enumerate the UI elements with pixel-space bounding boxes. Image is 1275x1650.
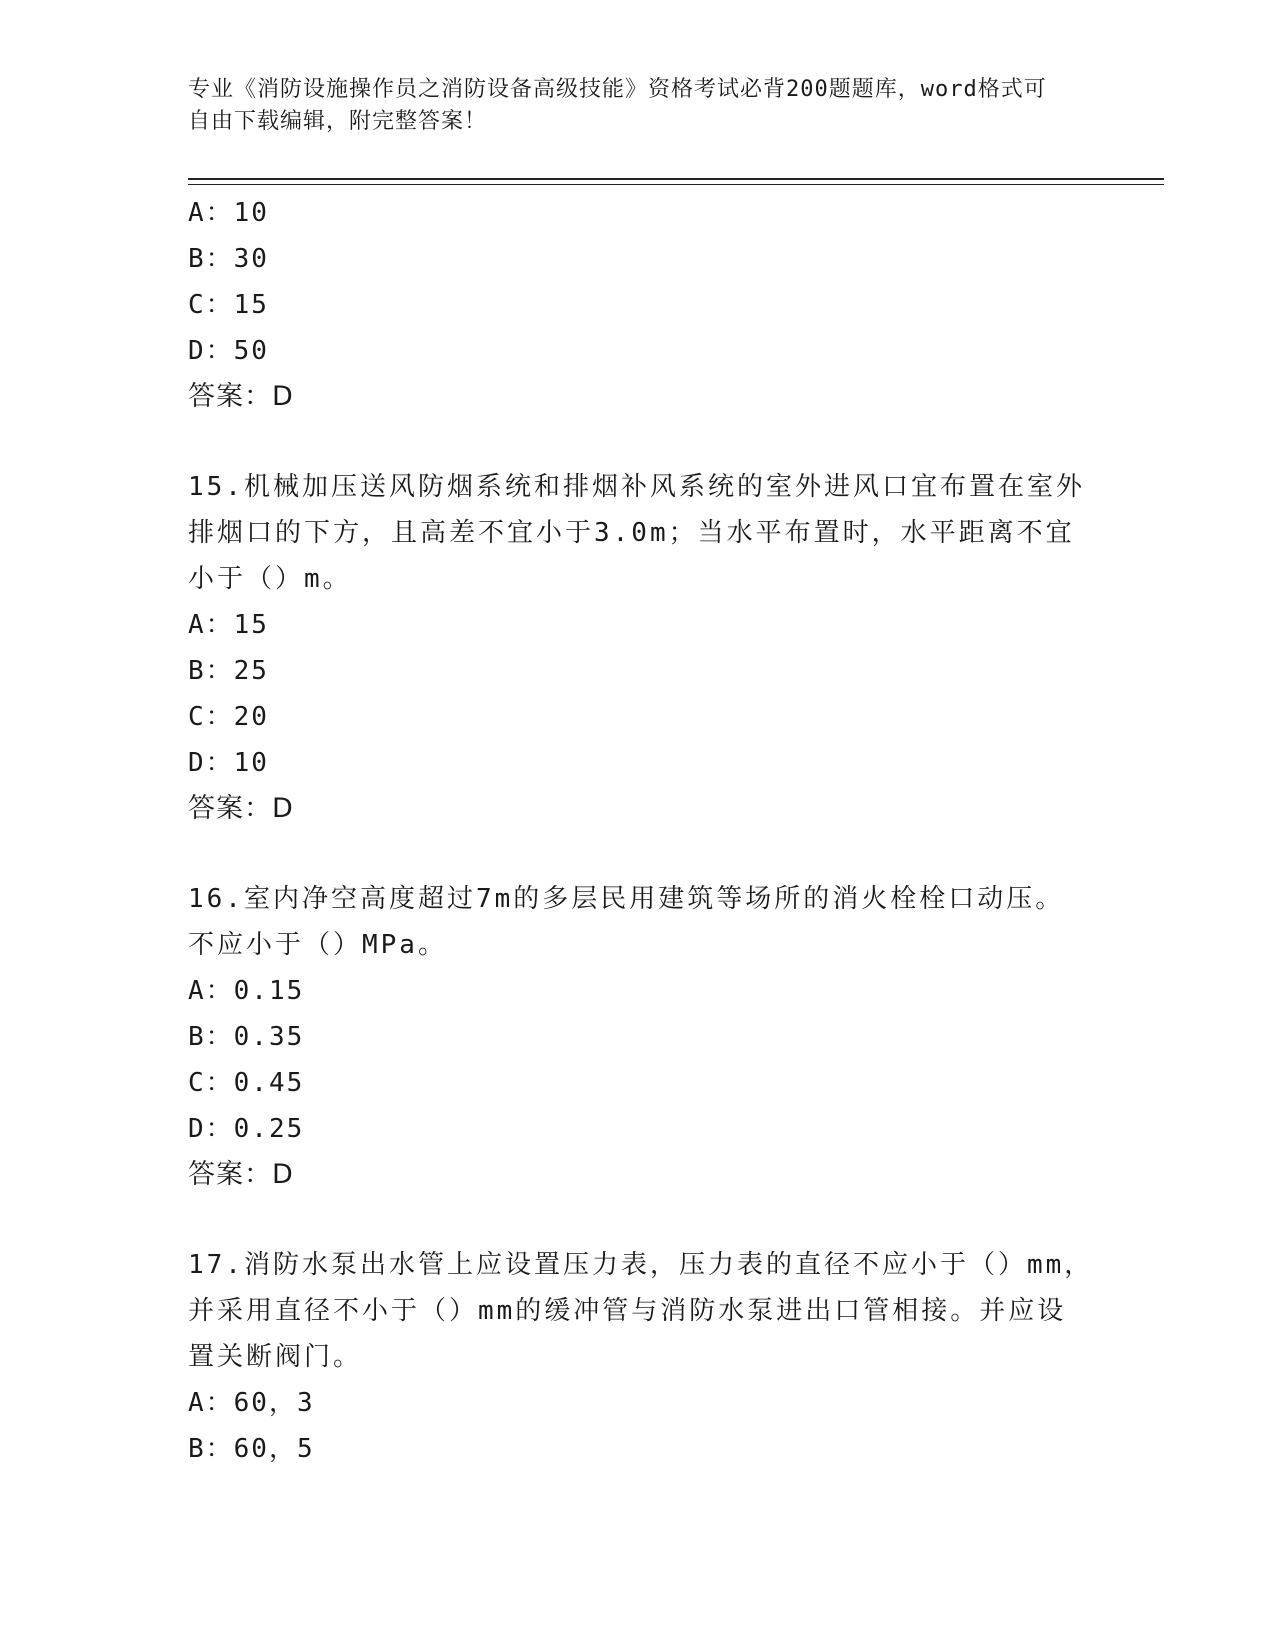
question-17 [188,1242,1094,1472]
option-b: B：25 [188,656,269,686]
question-text-line: 排烟口的下方，且高差不宜小于3.0m；当水平布置时，水平距离不宜 [188,518,1075,548]
option-b: B：0.35 [188,1022,305,1052]
option-c: C：0.45 [188,1068,305,1098]
option-d: D：0.25 [188,1114,305,1144]
option-a: A：0.15 [188,976,305,1006]
header-text: 专业《消防设施操作员之消防设备高级技能》资格考试必背200题题库，word格式可自由下载编辑，附完整答案！ [188,77,1047,134]
question-16 [188,876,1088,1198]
answer-line: 答案：D [188,793,294,824]
answer-line: 答案：D [188,1159,294,1190]
option-b: B：30 [188,244,269,274]
page-header [188,74,1068,138]
option-d: D：50 [188,336,269,366]
option-c: C：15 [188,290,269,320]
question-fragment [188,190,1088,420]
question-text-line: 不应小于（）MPa。 [188,930,447,960]
question-text-line: 并采用直径不小于（）mm的缓冲管与消防水泵进出口管相接。并应设 [188,1296,1067,1326]
option-a: A：15 [188,610,269,640]
option-c: C：20 [188,702,269,732]
option-a: A：60，3 [188,1388,315,1418]
question-text-line: 15.机械加压送风防烟系统和排烟补风系统的室外进风口宜布置在室外 [188,472,1085,502]
question-15 [188,464,1088,832]
option-b: B：60，5 [188,1434,315,1464]
document-body [188,190,1094,1472]
header-divider-thin [188,184,1164,185]
option-a: A：10 [188,198,269,228]
question-text-line: 16.室内净空高度超过7m的多层民用建筑等场所的消火栓栓口动压。 [188,884,1065,914]
option-d: D：10 [188,748,269,778]
question-text-line: 17.消防水泵出水管上应设置压力表，压力表的直径不应小于（）mm， [188,1250,1094,1280]
header-divider-thick [188,178,1164,180]
answer-line: 答案：D [188,381,294,412]
question-text-line: 小于（）m。 [188,564,352,594]
question-text-line: 置关断阀门。 [188,1342,363,1372]
